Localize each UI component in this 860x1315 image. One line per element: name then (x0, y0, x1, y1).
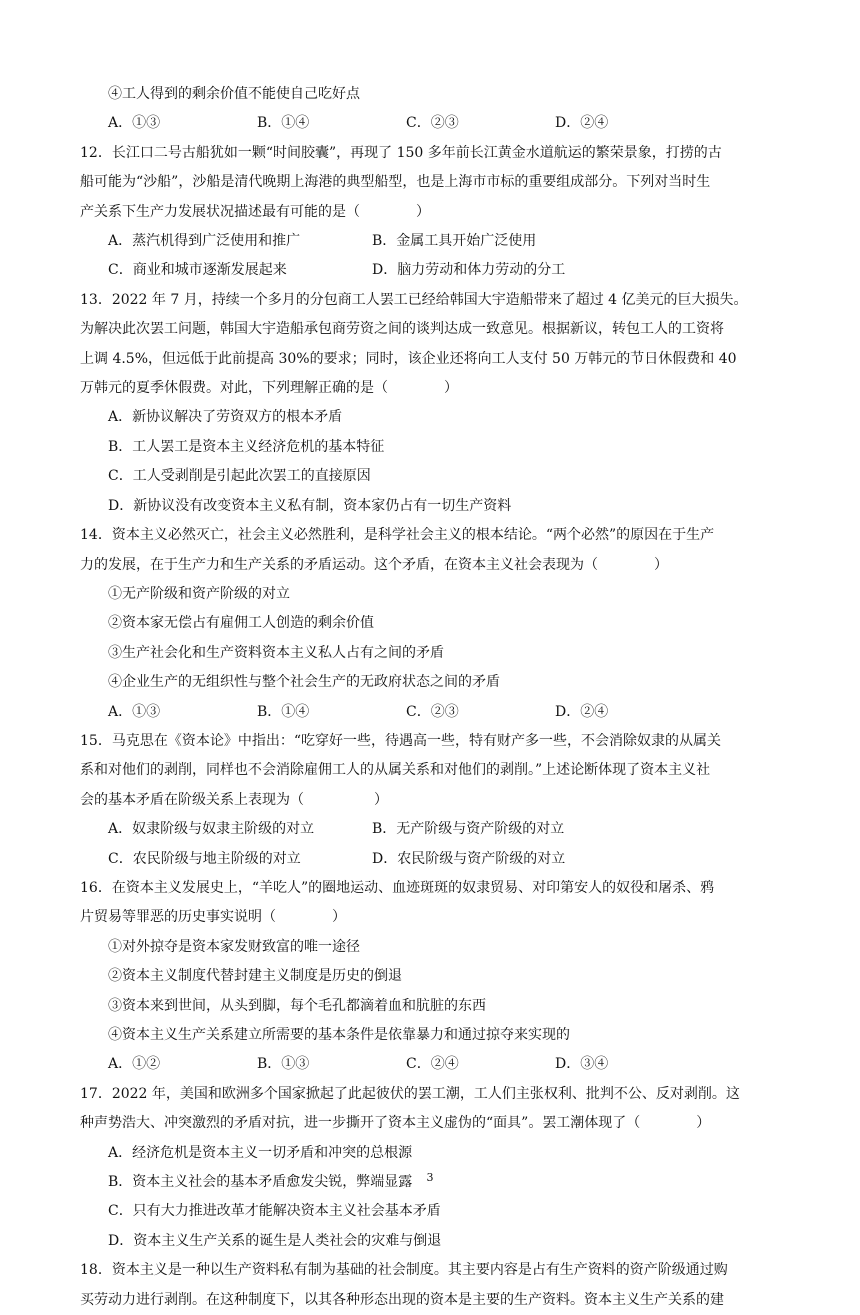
q13-option-a[interactable]: A．新协议解决了劳资双方的根本矛盾 (108, 409, 343, 426)
q15-stem-line: 系和对他们的剥削，同样也不会消除雇佣工人的从属关系和对他们的剥削。”上述论断体现了资本主义社 (80, 762, 711, 779)
q13-option-d[interactable]: D．新协议没有改变资本主义私有制，资本家仍占有一切生产资料 (108, 497, 512, 514)
q14-item-4: ④企业生产的无组织性与整个社会生产的无政府状态之间的矛盾 (108, 674, 500, 691)
q15-options-row-1 (80, 815, 792, 844)
q13-stem-line: 13．2022 年 7 月，持续一个多月的分包商工人罢工已经给韩国大宇造船带来了超过 4 亿美元的巨大损失。 (80, 291, 748, 308)
page-number: 3 (426, 1171, 434, 1184)
q16-option-a[interactable]: A．①② (108, 1056, 161, 1073)
q17-stem-line: 种声势浩大、冲突激烈的矛盾对抗，进一步撕开了资本主义虚伪的“面具”。罢工潮体现了（ ） (80, 1115, 711, 1132)
q14-option-a[interactable]: A．①③ (108, 703, 161, 720)
q16-option-d[interactable]: D．③④ (555, 1056, 609, 1073)
q16-item-4: ④资本主义生产关系建立所需要的基本条件是依靠暴力和通过掠夺来实现的 (108, 1027, 570, 1043)
q18-stem-line: 买劳动力进行剥削。在这种制度下，以其各种形态出现的资本是主要的生产资料。资本主义生产关系的建 (80, 1291, 724, 1308)
q13-option-b[interactable]: B．工人罢工是资本主义经济危机的基本特征 (108, 438, 385, 455)
q11-option-d[interactable]: D．②④ (555, 115, 609, 132)
q16-item-3: ③资本来到世间，从头到脚，每个毛孔都滴着血和肮脏的东西 (108, 997, 486, 1014)
q11-item-4: ④工人得到的剩余价值不能使自己吃好点 (108, 86, 360, 102)
q12-stem-line: 船可能为“沙船”，沙船是清代晚期上海港的典型船型，也是上海市市标的重要组成部分。下列对当时生 (80, 174, 711, 191)
q12-option-b[interactable]: B．金属工具开始广泛使用 (372, 233, 537, 250)
question-11 (80, 80, 792, 139)
q16-option-c[interactable]: C．②④ (406, 1056, 459, 1073)
question-13 (80, 286, 792, 521)
q11-option-b[interactable]: B．①④ (257, 115, 310, 132)
q16-item-1: ①对外掠夺是资本家发财致富的唯一途径 (108, 938, 360, 955)
q13-stem-line: 万韩元的夏季休假费。对此，下列理解正确的是（ ） (80, 380, 458, 397)
q15-option-b[interactable]: B．无产阶级与资产阶级的对立 (372, 821, 565, 838)
q14-option-d[interactable]: D．②④ (555, 703, 609, 720)
q15-option-d[interactable]: D．农民阶级与资产阶级的对立 (372, 850, 566, 867)
q17-option-b[interactable]: B．资本主义社会的基本矛盾愈发尖锐，弊端显露 (108, 1174, 413, 1191)
q17-stem-line: 17．2022 年，美国和欧洲多个国家掀起了此起彼伏的罢工潮，工人们主张权利、批判不公、反对剥削。这 (80, 1085, 740, 1102)
q17-option-a[interactable]: A．经济危机是资本主义一切矛盾和冲突的总根源 (108, 1144, 413, 1161)
q11-options (80, 109, 792, 138)
q12-option-a[interactable]: A．蒸汽机得到广泛使用和推广 (108, 233, 301, 250)
q14-options (80, 698, 792, 727)
q11-option-c[interactable]: C．②③ (406, 115, 459, 132)
question-12 (80, 139, 792, 286)
q16-stem-line: 16．在资本主义发展史上，“羊吃人”的圈地运动、血迹斑斑的奴隶贸易、对印第安人的奴役和屠杀、鸦 (80, 879, 715, 896)
q11-option-a[interactable]: A．①③ (108, 115, 161, 132)
q15-option-c[interactable]: C．农民阶级与地主阶级的对立 (108, 850, 301, 867)
q13-stem-line: 为解决此次罢工问题，韩国大宇造船承包商劳资之间的谈判达成一致意见。根据新议，转包工人的工资将 (80, 321, 724, 338)
q15-stem-line: 会的基本矛盾在阶级关系上表现为（ ） (80, 791, 388, 808)
q14-stem-line: 力的发展，在于生产力和生产关系的矛盾运动。这个矛盾，在资本主义社会表现为（ ） (80, 556, 668, 573)
q16-options (80, 1050, 792, 1079)
q16-stem-line: 片贸易等罪恶的历史事实说明（ ） (80, 909, 346, 926)
exam-page (80, 80, 792, 1315)
q12-stem-line: 12．长江口二号古船犹如一颗“时间胶囊”，再现了 150 多年前长江黄金水道航运的繁荣景象，打捞的古 (80, 144, 722, 161)
question-18 (80, 1256, 792, 1315)
q13-stem-line: 上调 4.5%，但远低于此前提高 30%的要求；同时，该企业还将向工人支付 50 万韩元的节日休假费和 40 (80, 350, 737, 367)
q15-option-a[interactable]: A．奴隶阶级与奴隶主阶级的对立 (108, 821, 315, 838)
q17-option-d[interactable]: D．资本主义生产关系的诞生是人类社会的灾难与倒退 (108, 1232, 442, 1249)
q12-option-d[interactable]: D．脑力劳动和体力劳动的分工 (372, 262, 566, 279)
question-16 (80, 874, 792, 1080)
q18-stem-line: 18．资本主义是一种以生产资料私有制为基础的社会制度。其主要内容是占有生产资料的资产阶级通过购 (80, 1262, 728, 1279)
q17-option-c[interactable]: C．只有大力推进改革才能解决资本主义社会基本矛盾 (108, 1203, 441, 1220)
q14-item-3: ③生产社会化和生产资料资本主义私人占有之间的矛盾 (108, 644, 444, 661)
q13-option-c[interactable]: C．工人受剥削是引起此次罢工的直接原因 (108, 468, 371, 485)
q14-item-1: ①无产阶级和资产阶级的对立 (108, 585, 290, 602)
question-17 (80, 1080, 792, 1256)
question-15 (80, 727, 792, 874)
q12-options-row-2 (80, 256, 792, 285)
q14-item-2: ②资本家无偿占有雇佣工人创造的剩余价值 (108, 615, 374, 632)
q15-stem-line: 15．马克思在《资本论》中指出：“吃穿好一些，待遇高一些，特有财产多一些，不会消除奴隶的从属关 (80, 732, 721, 749)
question-14 (80, 521, 792, 727)
q16-item-2: ②资本主义制度代替封建主义制度是历史的倒退 (108, 968, 402, 985)
q12-options-row-1 (80, 227, 792, 256)
q12-option-c[interactable]: C．商业和城市逐渐发展起来 (108, 262, 287, 279)
q12-stem-line: 产关系下生产力发展状况描述最有可能的是（ ） (80, 203, 430, 220)
q14-option-c[interactable]: C．②③ (406, 703, 459, 720)
q15-options-row-2 (80, 845, 792, 874)
q14-stem-line: 14．资本主义必然灭亡，社会主义必然胜利，是科学社会主义的根本结论。“两个必然”的原因在于生产 (80, 527, 715, 544)
q14-option-b[interactable]: B．①④ (257, 703, 310, 720)
q16-option-b[interactable]: B．①③ (257, 1056, 310, 1073)
